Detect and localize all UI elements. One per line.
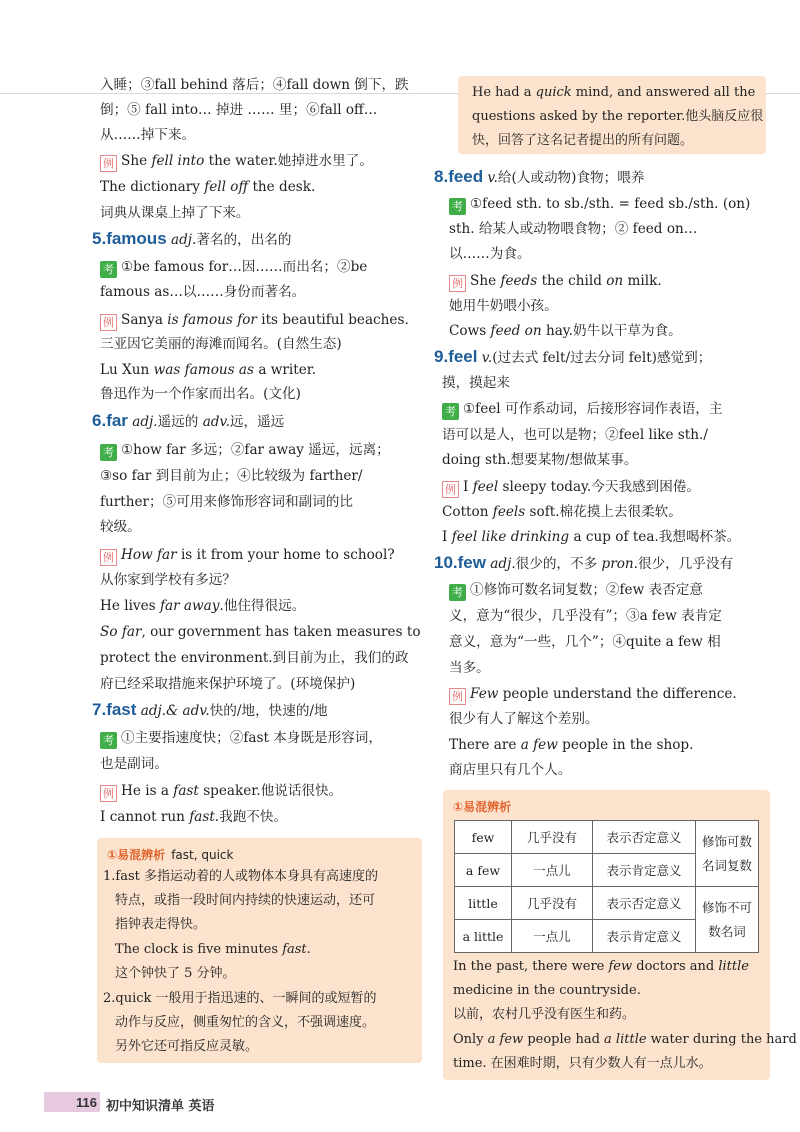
table-cell-group-1: 修饰可数 名词复数	[696, 821, 759, 887]
famous-example-1-translation: 三亚因它美丽的海滩而闻名。(自然生态)	[100, 336, 342, 352]
example-tag-icon: 例	[449, 688, 466, 705]
far-example-1: 例 How far is it from your home to school?	[100, 547, 422, 566]
example-tag-icon: 例	[100, 549, 117, 566]
table-cell-meaning: 一点儿	[512, 854, 593, 887]
note-line-3: 指钟表走得快。	[115, 917, 207, 932]
table-note-example-1-translation: 以前，农村几乎没有医生和药。	[453, 1007, 636, 1022]
far-example-3-line-3: 府已经采取措施来保护环境了。(环境保护)	[100, 676, 356, 692]
far-kao-line-3: further；⑤可用来修饰形容词和副词的比	[100, 494, 353, 510]
feel-example-1: 例 I feel sleepy today.今天我感到困倦。	[442, 479, 772, 498]
entry-fast-heading: 7.fast adj.& adv.快的/地，快速的/地	[92, 700, 328, 719]
far-example-2: He lives far away.他住得很远。	[100, 598, 306, 614]
feel-kao-line-3: doing sth.想要某物/想做某事。	[442, 452, 638, 468]
table-cell-meaning: 几乎没有	[512, 887, 593, 920]
entry-few-heading: 10.few adj.很少的，不多 pron.很少，几乎没有	[434, 553, 734, 572]
far-kao-line-2: ③so far 到目前为止；④比较级为 farther/	[100, 468, 363, 484]
famous-example-1: 例 Sanya is famous for its beautiful beaches.	[100, 312, 422, 331]
feel-example-3: I feel like drinking a cup of tea.我想喝杯茶。	[442, 529, 741, 545]
few-kao-line-4: 当多。	[449, 660, 490, 676]
few-kao-line-3: 意义，意为“一些，几个”；④quite a few 相	[449, 634, 721, 650]
table-row	[455, 821, 759, 854]
table-cell-sense: 表示肯定意义	[593, 920, 696, 953]
warning-icon: ①	[107, 848, 118, 862]
far-example-3-line-2: protect the environment.到目前为止，我们的政	[100, 650, 409, 666]
feed-kao-line-1: 考 ①feed sth. to sb./sth. = feed sb./sth. (on)	[449, 196, 779, 215]
kao-tag-icon: 考	[449, 198, 466, 215]
feed-example-2: Cows feed on hay.奶牛以干草为食。	[449, 323, 682, 339]
kao-tag-icon: 考	[100, 444, 117, 461]
fall-example-2: The dictionary fell off the desk.	[100, 179, 316, 195]
feel-kao-line-1: 考 ①feel 可作系动词，后接形容词作表语，主	[442, 401, 772, 420]
note-example: The clock is five minutes fast.	[115, 942, 311, 957]
table-cell-meaning: 几乎没有	[512, 821, 593, 854]
table-note-example-2: Only a few people had a little water during the hard	[453, 1032, 797, 1047]
feed-kao-line-2: sth. 给某人或动物喂食物；② feed on…	[449, 221, 698, 237]
book-title: 初中知识清单 英语	[106, 1099, 215, 1114]
fast-kao-line-1: 考 ①主要指速度快；②fast 本身既是形容词，	[100, 730, 422, 749]
note-line-2: 特点，或指一段时间内持续的快速运动，还可	[115, 893, 376, 908]
far-kao-line-4: 较级。	[100, 519, 141, 535]
few-example-1: 例 Few people understand the difference.	[449, 686, 779, 705]
fast-example-1: 例 He is a fast speaker.他说话很快。	[100, 783, 422, 802]
table-cell-meaning: 一点儿	[512, 920, 593, 953]
fall-example-1: 例 She fell into the water.她掉进水里了。	[100, 153, 422, 172]
table-row	[455, 887, 759, 920]
fast-kao-line-2: 也是副词。	[100, 756, 168, 772]
feed-example-1: 例 She feeds the child on milk.	[449, 273, 779, 292]
note-line-4: 2.quick 一般用于指迅速的、一瞬间的或短暂的	[103, 991, 377, 1006]
example-tag-icon: 例	[100, 785, 117, 802]
fall-example-2-translation: 词典从课桌上掉了下来。	[100, 205, 250, 221]
feel-example-2: Cotton feels soft.棉花摸上去很柔软。	[442, 504, 682, 520]
quick-example-line-1: He had a quick mind, and answered all the	[472, 85, 756, 100]
famous-kao-line-2: famous as…以……身份而著名。	[100, 284, 306, 300]
feel-meaning-line-2: 摸，摸起来	[442, 375, 510, 391]
kao-tag-icon: 考	[100, 261, 117, 278]
few-example-2: There are a few people in the shop.	[449, 737, 694, 753]
note-box-few-little	[443, 790, 797, 1080]
entry-far-heading: 6.far adj.遥远的 adv.远，遥远	[92, 411, 285, 430]
table-cell-word: little	[455, 887, 512, 920]
example-tag-icon: 例	[100, 314, 117, 331]
famous-kao-line-1: 考 ①be famous for…因……而出名；②be	[100, 259, 422, 278]
note-title: ①易混辨析 fast, quick	[107, 848, 234, 862]
far-example-1-translation: 从你家到学校有多远？	[100, 572, 236, 588]
few-example-2-translation: 商店里只有几个人。	[449, 762, 572, 778]
example-tag-icon: 例	[442, 481, 459, 498]
table-cell-word: a few	[455, 854, 512, 887]
quick-example-line-3: 快，回答了这名记者提出的所有问题。	[472, 133, 694, 148]
note-line-1: 1.fast 多指运动着的人或物体本身具有高速度的	[103, 869, 378, 884]
famous-example-2: Lu Xun was famous as a writer.	[100, 362, 317, 378]
table-note-example-2-line-2: time. 在困难时期，只有少数人有一点儿水。	[453, 1056, 712, 1071]
example-tag-icon: 例	[100, 155, 117, 172]
few-kao-line-1: 考 ①修饰可数名词复数；②few 表否定意	[449, 582, 779, 601]
quick-example-line-2: questions asked by the reporter.他头脑反应很	[472, 109, 764, 124]
entry-feel-heading: 9.feel v.(过去式 felt/过去分词 felt)感觉到；	[434, 347, 712, 366]
few-example-1-translation: 很少有人了解这个差别。	[449, 711, 599, 727]
kao-tag-icon: 考	[100, 732, 117, 749]
comparison-table	[454, 820, 759, 953]
note-line-5: 动作与反应，侧重匆忙的含义，不强调速度。	[115, 1015, 376, 1030]
example-tag-icon: 例	[449, 275, 466, 292]
few-kao-line-2: 义，意为“很少，几乎没有”；③a few 表肯定	[449, 608, 722, 624]
fall-continuation-line-1: 入睡；③fall behind 落后；④fall down 倒下，跌	[100, 77, 409, 93]
feed-kao-line-3: 以……为食。	[449, 246, 531, 262]
table-cell-word: few	[455, 821, 512, 854]
note-box-fast-quick	[97, 838, 422, 1063]
warning-icon: ①	[453, 800, 464, 814]
kao-tag-icon: 考	[449, 584, 466, 601]
far-kao-line-1: 考 ①how far 多远；②far away 遥远，远离；	[100, 442, 422, 461]
note-title: ①易混辨析	[453, 800, 512, 814]
feel-kao-line-2: 语可以是人，也可以是物；②feel like sth./	[442, 427, 708, 443]
page-number: 116	[76, 1095, 97, 1110]
feed-example-1-translation: 她用牛奶喂小孩。	[449, 298, 558, 314]
fall-continuation-line-3: 从……掉下来。	[100, 127, 196, 143]
famous-example-2-translation: 鲁迅作为一个作家而出名。(文化)	[100, 386, 301, 402]
fall-continuation-line-2: 倒；⑤ fall into… 掉进 …… 里；⑥fall off…	[100, 102, 378, 118]
table-note-example-1-line-2: medicine in the countryside.	[453, 983, 641, 998]
table-cell-sense: 表示否定意义	[593, 821, 696, 854]
table-cell-word: a little	[455, 920, 512, 953]
table-cell-sense: 表示肯定意义	[593, 854, 696, 887]
kao-tag-icon: 考	[442, 403, 459, 420]
table-cell-sense: 表示否定意义	[593, 887, 696, 920]
note-line-6: 另外它还可指反应灵敏。	[115, 1039, 259, 1054]
far-example-3: So far, our government has taken measures to	[100, 624, 421, 640]
entry-feed-heading: 8.feed v.给(人或动物)食物；喂养	[434, 167, 645, 186]
entry-famous-heading: 5.famous adj.著名的，出名的	[92, 229, 292, 248]
table-cell-group-2: 修饰不可 数名词	[696, 887, 759, 953]
quick-example-box	[458, 76, 766, 154]
table-note-example-1: In the past, there were few doctors and little	[453, 959, 749, 974]
note-example-translation: 这个钟快了 5 分钟。	[115, 966, 236, 981]
fast-example-2: I cannot run fast.我跑不快。	[100, 809, 288, 825]
